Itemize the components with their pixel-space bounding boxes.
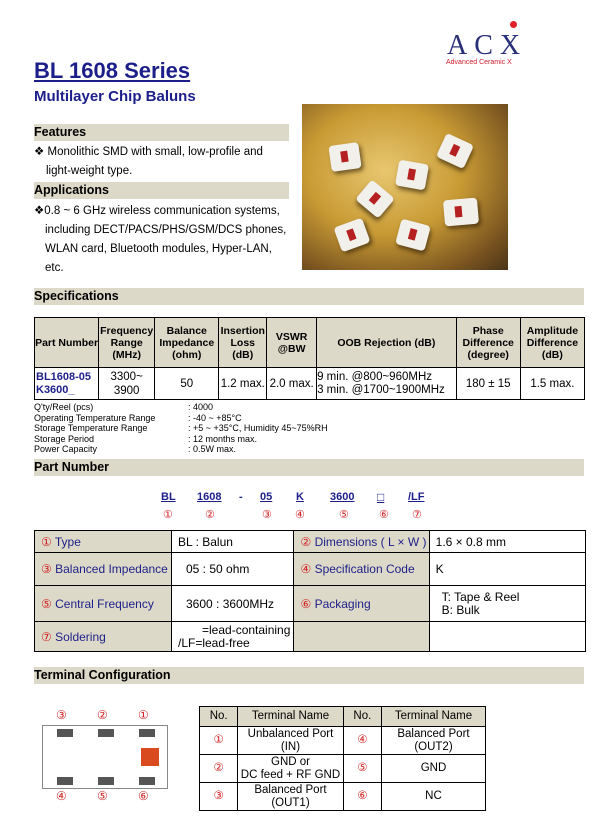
terminal-header: Terminal Name bbox=[238, 707, 343, 727]
pn-value: 05 : 50 ohm bbox=[172, 553, 294, 586]
polarity-mark-icon bbox=[141, 748, 159, 766]
pn-empty bbox=[294, 622, 429, 652]
spec-oob-line: 9 min. @800~960MHz bbox=[317, 370, 433, 383]
spec-header: VSWR @BW bbox=[267, 318, 317, 368]
condition-value: : 0.5W max. bbox=[188, 444, 237, 455]
pn-num: ① bbox=[163, 509, 173, 521]
pad-icon bbox=[98, 777, 114, 785]
pin-label: ② bbox=[97, 708, 108, 722]
pn-num: ③ bbox=[262, 509, 272, 521]
terminal-name bbox=[238, 755, 343, 783]
terminal-name bbox=[381, 727, 485, 755]
features-line: light-weight type. bbox=[46, 165, 133, 177]
terminal-no: ⑥ bbox=[343, 783, 381, 811]
pn-code-spec: K bbox=[296, 491, 304, 503]
pn-label: ④ Specification Code bbox=[294, 553, 429, 586]
table-row bbox=[35, 531, 586, 553]
pn-label: ① Type bbox=[35, 531, 172, 553]
pn-value: 1.6 × 0.8 mm bbox=[429, 531, 585, 553]
terminal-name-line: (OUT2) bbox=[414, 740, 453, 753]
pn-value-soldering bbox=[172, 622, 294, 652]
spec-header: OOB Rejection (dB) bbox=[317, 318, 457, 368]
logo-dot-icon bbox=[510, 21, 517, 28]
table-row bbox=[35, 368, 585, 400]
spec-header: Insertion Loss (dB) bbox=[219, 318, 267, 368]
terminal-name-line: Balanced Port bbox=[254, 783, 327, 796]
applications-text bbox=[34, 202, 286, 278]
table-row bbox=[200, 783, 486, 811]
terminal-heading: Terminal Configuration bbox=[34, 667, 584, 684]
spec-vswr: 2.0 max. bbox=[267, 368, 317, 400]
pn-value-line: =lead-containing bbox=[202, 622, 291, 637]
pn-value: BL : Balun bbox=[172, 531, 294, 553]
pad-icon bbox=[139, 777, 155, 785]
terminal-name: GND bbox=[381, 755, 485, 783]
specifications-heading: Specifications bbox=[34, 288, 584, 305]
pn-value: K bbox=[429, 553, 585, 586]
spec-header: Frequency Range (MHz) bbox=[99, 318, 155, 368]
terminal-header: Terminal Name bbox=[381, 707, 485, 727]
condition-label: Storage Temperature Range bbox=[34, 423, 148, 434]
pad-icon bbox=[139, 729, 155, 737]
product-photo bbox=[302, 104, 508, 270]
pn-label: ⑥ Packaging bbox=[294, 586, 429, 622]
spec-header: Balance Impedance (ohm) bbox=[155, 318, 219, 368]
pn-code-solder: /LF bbox=[408, 491, 425, 503]
terminal-no: ⑤ bbox=[343, 755, 381, 783]
pn-code-freq: 3600 bbox=[330, 491, 355, 503]
condition-value: : 12 months max. bbox=[188, 433, 258, 444]
terminal-diagram bbox=[34, 707, 174, 807]
terminal-name-line: DC feed + RF GND bbox=[240, 768, 341, 781]
condition-label: Operating Temperature Range bbox=[34, 412, 156, 423]
terminal-header: No. bbox=[200, 707, 238, 727]
pn-label: ③ Balanced Impedance bbox=[35, 553, 172, 586]
table-row bbox=[35, 586, 586, 622]
terminal-name-line: GND or bbox=[271, 755, 310, 768]
chip-outline bbox=[42, 725, 168, 789]
terminal-name: NC bbox=[381, 783, 485, 811]
pn-code-dash: - bbox=[239, 491, 243, 503]
pn-num: ② bbox=[205, 509, 215, 521]
table-row bbox=[35, 553, 586, 586]
terminal-no: ③ bbox=[200, 783, 238, 811]
table-row bbox=[200, 755, 486, 783]
spec-header: Part Number bbox=[35, 318, 99, 368]
condition-value: : 4000 bbox=[188, 402, 214, 412]
terminal-table bbox=[199, 706, 486, 811]
pn-num: ④ bbox=[295, 509, 305, 521]
pin-label: ⑤ bbox=[97, 789, 108, 803]
spec-part-number: BL1608-05K3600_ bbox=[35, 368, 99, 400]
pin-label: ⑥ bbox=[138, 789, 149, 803]
pin-label: ③ bbox=[56, 708, 67, 722]
terminal-no: ② bbox=[200, 755, 238, 783]
applications-line: WLAN card, Bluetooth modules, Hyper-LAN, bbox=[45, 243, 272, 255]
spec-header: Amplitude Difference (dB) bbox=[520, 318, 584, 368]
chip-image bbox=[355, 179, 395, 218]
spec-imp: 50 bbox=[155, 368, 219, 400]
chip-image bbox=[443, 198, 479, 227]
conditions-list bbox=[34, 402, 328, 455]
chip-image bbox=[436, 133, 474, 169]
terminal-header: No. bbox=[343, 707, 381, 727]
applications-heading: Applications bbox=[34, 182, 289, 199]
chip-image bbox=[395, 160, 429, 191]
condition-label: Power Capacity bbox=[34, 444, 98, 455]
pad-icon bbox=[57, 729, 73, 737]
spec-oob-line: 3 min. @1700~1900MHz bbox=[317, 383, 445, 396]
applications-line: ❖0.8 ~ 6 GHz wireless communication systems, bbox=[34, 205, 280, 217]
condition-value: : +5 ~ +35°C, Humidity 45~75%RH bbox=[188, 423, 328, 434]
pn-label: ② Dimensions ( L × W ) bbox=[294, 531, 429, 553]
pn-code-pack: □ bbox=[377, 490, 385, 504]
spec-amp: 1.5 max. bbox=[520, 368, 584, 400]
pad-icon bbox=[57, 777, 73, 785]
pn-num: ⑤ bbox=[339, 509, 349, 521]
table-row bbox=[200, 727, 486, 755]
terminal-name-line: (OUT1) bbox=[271, 796, 310, 809]
terminal-name-line: Balanced Port bbox=[397, 727, 470, 740]
pn-value-line: T: Tape & Reel bbox=[441, 589, 520, 604]
spec-header: Phase Difference (degree) bbox=[456, 318, 520, 368]
terminal-no: ④ bbox=[343, 727, 381, 755]
pn-code-imp: 05 bbox=[260, 491, 273, 503]
page-subtitle: Multilayer Chip Baluns bbox=[34, 88, 196, 105]
pn-empty bbox=[429, 622, 585, 652]
pn-value-packaging bbox=[429, 586, 585, 622]
condition-value: : -40 ~ +85°C bbox=[188, 412, 242, 423]
company-logo: ACX bbox=[447, 30, 528, 61]
pad-icon bbox=[98, 729, 114, 737]
chip-image bbox=[333, 218, 370, 253]
pn-label: ⑦ Soldering bbox=[35, 622, 172, 652]
pn-num: ⑥ bbox=[379, 509, 389, 521]
pn-value: 3600 : 3600MHz bbox=[172, 586, 294, 622]
terminal-name bbox=[238, 727, 343, 755]
pn-label-text: Type bbox=[54, 534, 81, 549]
pin-label: ① bbox=[138, 708, 149, 722]
pn-code-bl: BL bbox=[161, 491, 176, 503]
pn-num: ⑦ bbox=[412, 509, 422, 521]
spec-freq: 3300~ 3900 bbox=[99, 368, 155, 400]
features-heading: Features bbox=[34, 124, 289, 141]
pn-label: ⑤ Central Frequency bbox=[35, 586, 172, 622]
table-row bbox=[35, 622, 586, 652]
spec-il: 1.2 max. bbox=[219, 368, 267, 400]
pn-code-size: 1608 bbox=[197, 491, 222, 503]
terminal-name-line: (IN) bbox=[280, 740, 301, 753]
chip-image bbox=[328, 142, 361, 172]
partnumber-heading: Part Number bbox=[34, 459, 584, 476]
pin-label: ④ bbox=[56, 789, 67, 803]
spec-oob bbox=[317, 368, 457, 400]
pn-value-line: B: Bulk bbox=[441, 602, 480, 617]
spec-phase: 180 ± 15 bbox=[456, 368, 520, 400]
features-line: ❖ Monolithic SMD with small, low-profile and bbox=[34, 146, 263, 158]
pn-value-line: /LF=lead-free bbox=[178, 635, 250, 650]
condition-label: Storage Period bbox=[34, 433, 95, 444]
page-title: BL 1608 Series bbox=[34, 58, 191, 83]
terminal-name bbox=[238, 783, 343, 811]
partnumber-table bbox=[34, 530, 586, 652]
features-text bbox=[34, 143, 263, 181]
terminal-name-line: Unbalanced Port bbox=[247, 727, 334, 740]
applications-line: including DECT/PACS/PHS/GSM/DCS phones, bbox=[45, 224, 287, 236]
chip-image bbox=[395, 219, 431, 252]
applications-line: etc. bbox=[45, 262, 64, 274]
terminal-no: ① bbox=[200, 727, 238, 755]
logo-subtitle: Advanced Ceramic X bbox=[446, 59, 512, 66]
specifications-table bbox=[34, 317, 585, 400]
condition-label: Q'ty/Reel (pcs) bbox=[34, 402, 94, 412]
